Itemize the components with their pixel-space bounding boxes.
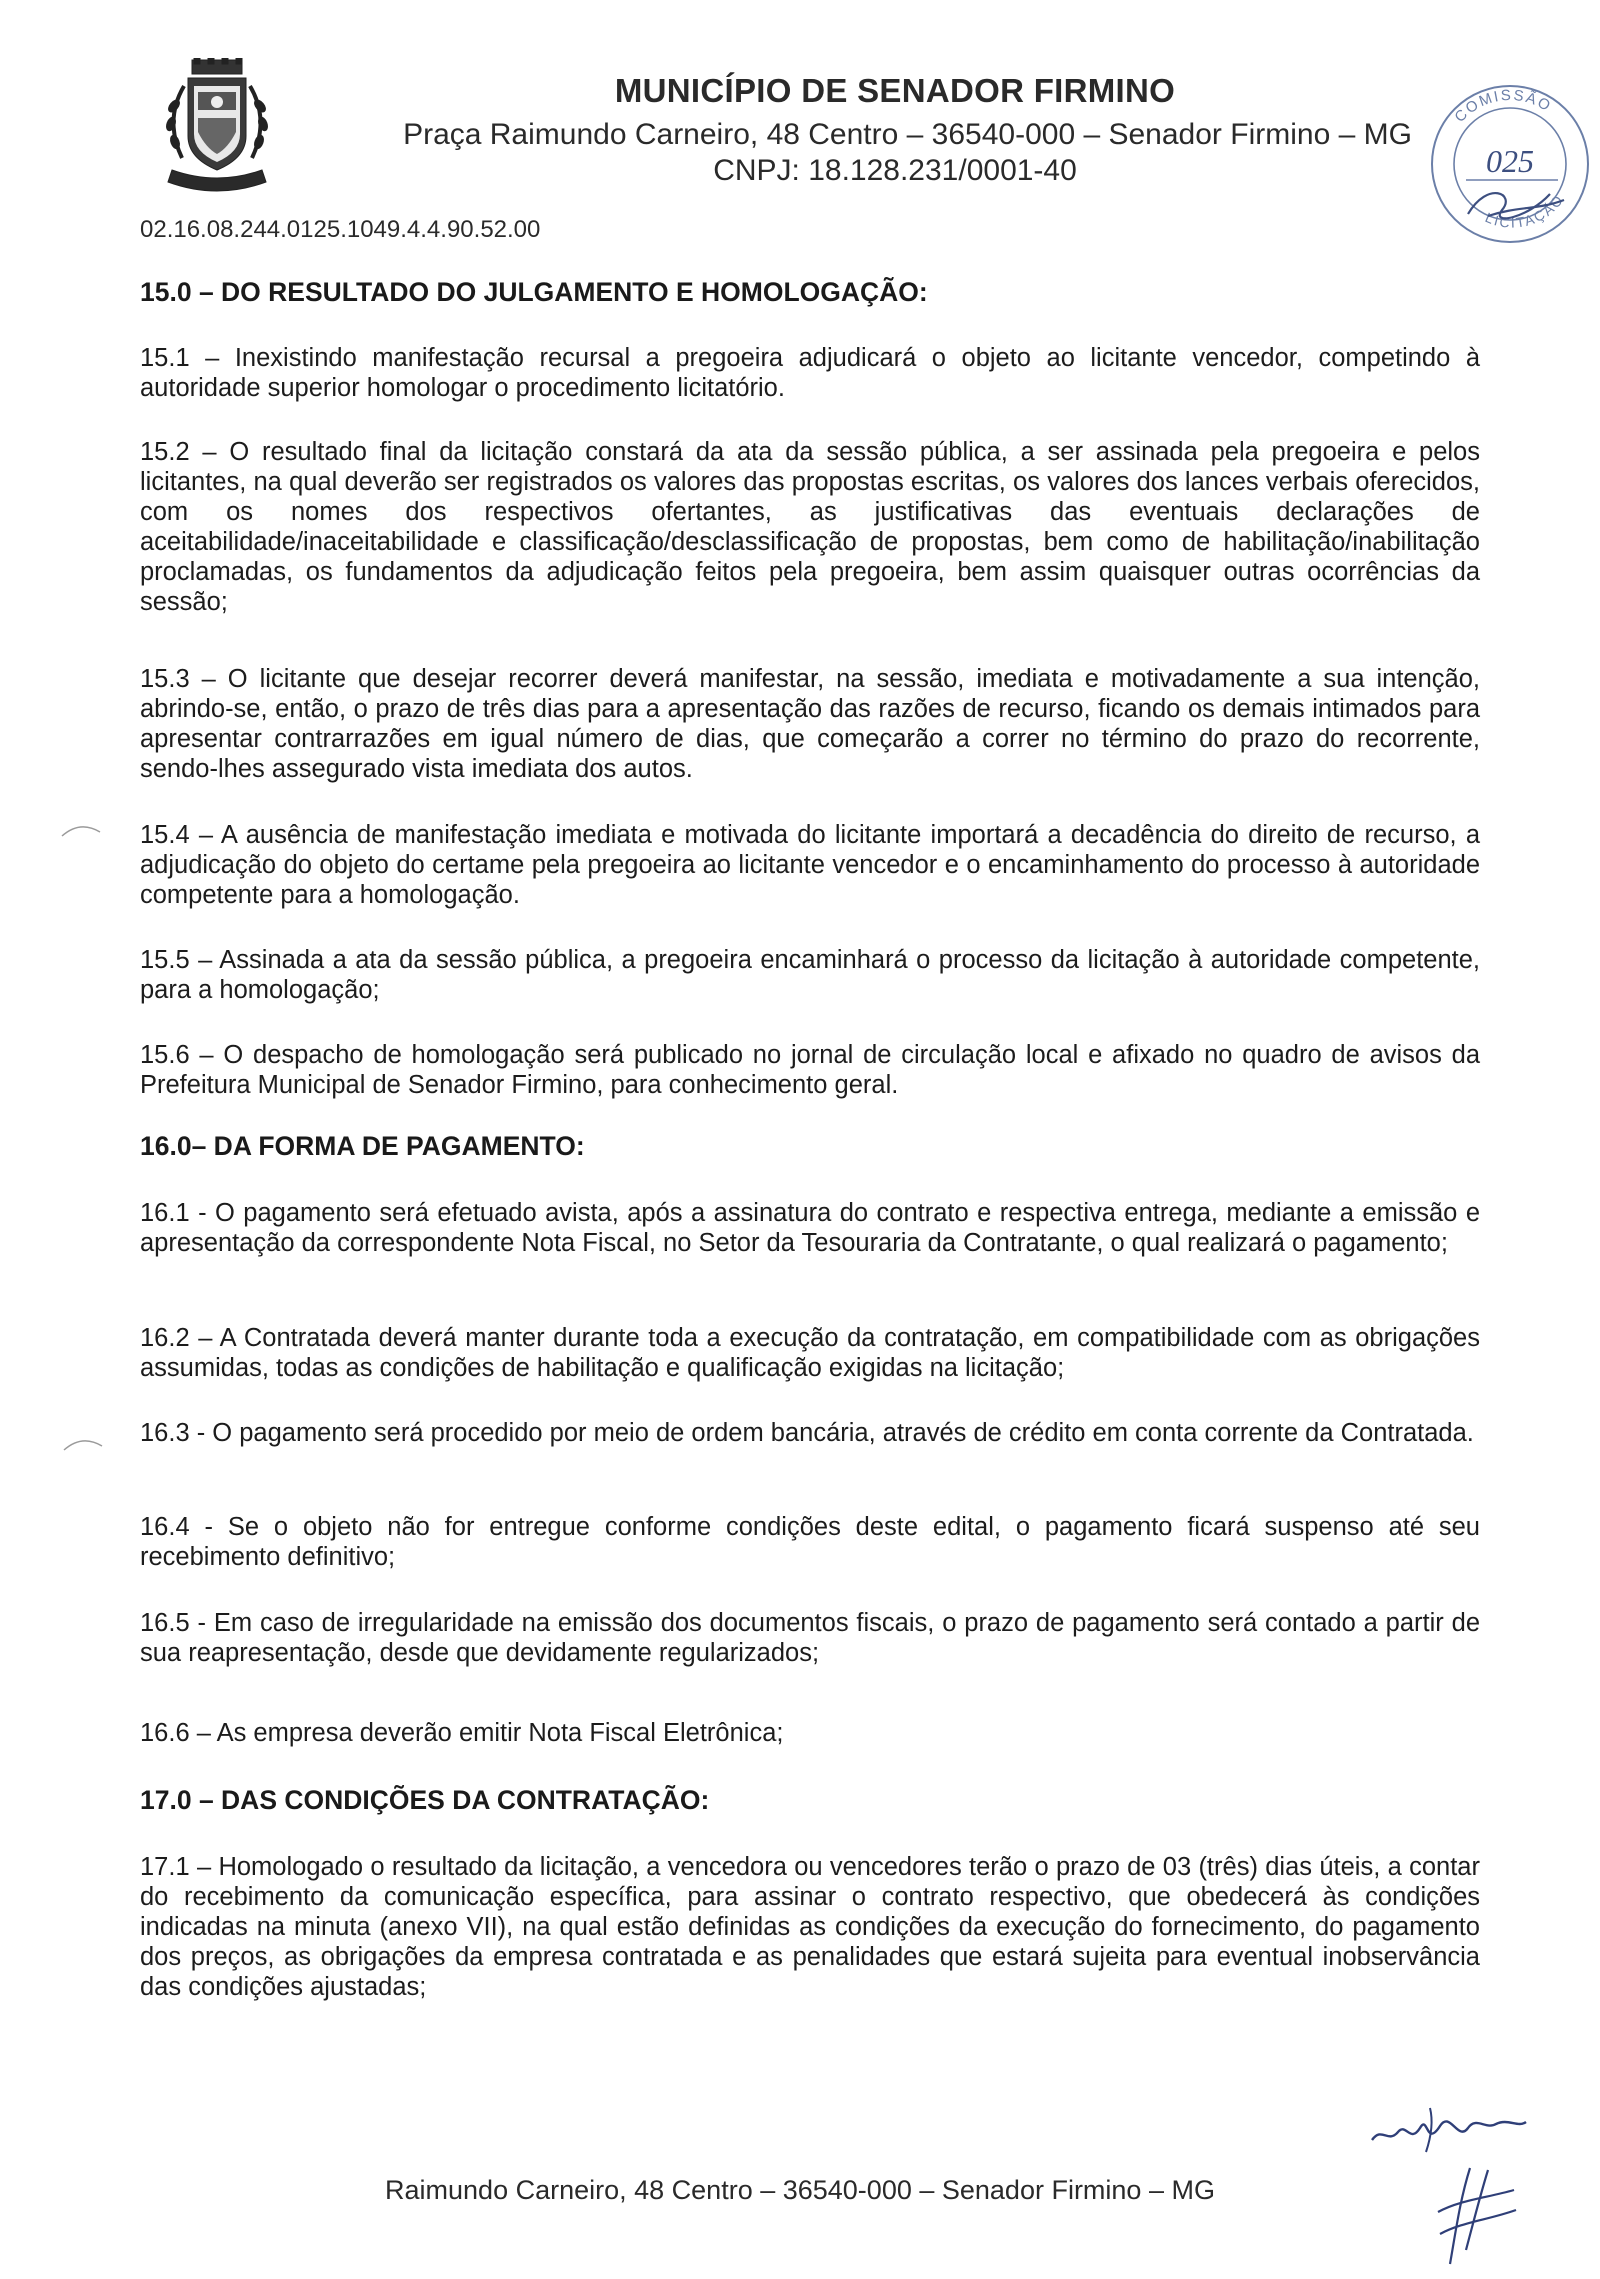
stamp-number: 025 bbox=[1486, 143, 1534, 179]
clause-15-1: 15.1 – Inexistindo manifestação recursal a pregoeira adjudicará o objeto ao licitante vencedor, competindo à autoridade superior homologar o procedimento licitatório. bbox=[140, 344, 1480, 402]
clause-15-4: 15.4 – A ausência de manifestação imediata e motivada do licitante importará a decadência do direito de recurso, a adjudicação do objeto do certame pela pregoeira ao licitante vencedor e o encaminhamento do processo à autoridade competente para a homologação. bbox=[140, 821, 1480, 909]
budget-reference-code: 02.16.08.244.0125.1049.4.4.90.52.00 bbox=[140, 216, 541, 243]
clause-15-2: 15.2 – O resultado final da licitação constará da ata da sessão pública, a ser assinada pela pregoeira e pelos licitantes, na qual deverão ser registrados os valores das propostas escritas, os valores dos lances verbais oferecidos, com os nomes dos respectivos ofertantes, as justificativas das eventuais declarações de aceitabilidade/inaceitabilidade e classificação/desclassificação de propostas, bem como de habilitação/inabilitação proclamadas, os fundamentos da adjudicação feitos pela pregoeira, bem assim quaisquer outras ocorrências da sessão; bbox=[140, 438, 1480, 616]
margin-scan-mark bbox=[62, 1432, 106, 1454]
clause-15-3: 15.3 – O licitante que desejar recorrer deverá manifestar, na sessão, imediata e motivadamente a sua intenção, abrindo-se, então, o prazo de três dias para a apresentação das razões de recurso, ficando os demais intimados para apresentar contrarrazões em igual número de dias, que começarão a correr no término do prazo do recorrente, sendo-lhes assegurado vista imediata dos autos. bbox=[140, 665, 1480, 783]
clause-15-5: 15.5 – Assinada a ata da sessão pública, a pregoeira encaminhará o processo da licitação à autoridade competente, para a homologação; bbox=[140, 946, 1480, 1004]
footer-address: Raimundo Carneiro, 48 Centro – 36540-000 – Senador Firmino – MG bbox=[385, 2175, 1215, 2205]
clause-16-3: 16.3 - O pagamento será procedido por meio de ordem bancária, através de crédito em conta corrente da Contratada. bbox=[140, 1419, 1474, 1447]
coat-of-arms-logo bbox=[158, 58, 276, 200]
handwritten-signature bbox=[1368, 2088, 1548, 2158]
section-16-heading: 16.0– DA FORMA DE PAGAMENTO: bbox=[140, 1131, 585, 1161]
commission-stamp bbox=[1418, 68, 1598, 258]
clause-17-1: 17.1 – Homologado o resultado da licitação, a vencedora ou vencedores terão o prazo de 03 (três) dias úteis, a contar do recebimento da comunicação específica, para assinar o contrato respectivo, que obedecerá às condições indicadas na minuta (anexo VII), na qual estão definidas as condições da execução do fornecimento, do pagamento dos preços, as obrigações da empresa contratada e as penalidades que estará sujeita para eventual inobservância das condições ajustadas; bbox=[140, 1853, 1480, 2001]
header-address: Praça Raimundo Carneiro, 48 Centro – 36540-000 – Senador Firmino – MG bbox=[403, 118, 1412, 151]
svg-text:LICITAÇÃO bbox=[1483, 191, 1567, 231]
svg-text:COMISSÃO bbox=[1451, 87, 1554, 126]
clause-15-6: 15.6 – O despacho de homologação será publicado no jornal de circulação local e afixado no quadro de avisos da Prefeitura Municipal de Senador Firmino, para conhecimento geral. bbox=[140, 1041, 1480, 1099]
clause-16-5: 16.5 - Em caso de irregularidade na emissão dos documentos fiscais, o prazo de pagamento será contado a partir de sua reapresentação, desde que devidamente regularizados; bbox=[140, 1609, 1480, 1667]
section-17-heading: 17.0 – DAS CONDIÇÕES DA CONTRATAÇÃO: bbox=[140, 1785, 710, 1815]
header-cnpj: CNPJ: 18.128.231/0001-40 bbox=[713, 154, 1077, 187]
stamp-bottom-text: LICITAÇÃO bbox=[1483, 190, 1567, 231]
section-15-heading: 15.0 – DO RESULTADO DO JULGAMENTO E HOMOLOGAÇÃO: bbox=[140, 277, 928, 307]
clause-16-4: 16.4 - Se o objeto não for entregue conforme condições deste edital, o pagamento ficará suspenso até seu recebimento definitivo; bbox=[140, 1513, 1480, 1571]
margin-scan-mark bbox=[60, 818, 104, 840]
clause-16-2: 16.2 – A Contratada deverá manter durante toda a execução da contratação, em compatibilidade com as obrigações assumidas, todas as condições de habilitação e qualificação exigidas na licitação; bbox=[140, 1324, 1480, 1382]
clause-16-1: 16.1 - O pagamento será efetuado avista, após a assinatura do contrato e respectiva entrega, mediante a emissão e apresentação da correspondente Nota Fiscal, no Setor da Tesouraria da Contratante, o qual realizará o pagamento; bbox=[140, 1199, 1480, 1257]
clause-16-6: 16.6 – As empresa deverão emitir Nota Fiscal Eletrônica; bbox=[140, 1719, 784, 1747]
stamp-top-text: COMISSÃO bbox=[1451, 86, 1555, 126]
handwritten-initials bbox=[1430, 2160, 1520, 2270]
municipality-title: MUNICÍPIO DE SENADOR FIRMINO bbox=[614, 72, 1176, 109]
